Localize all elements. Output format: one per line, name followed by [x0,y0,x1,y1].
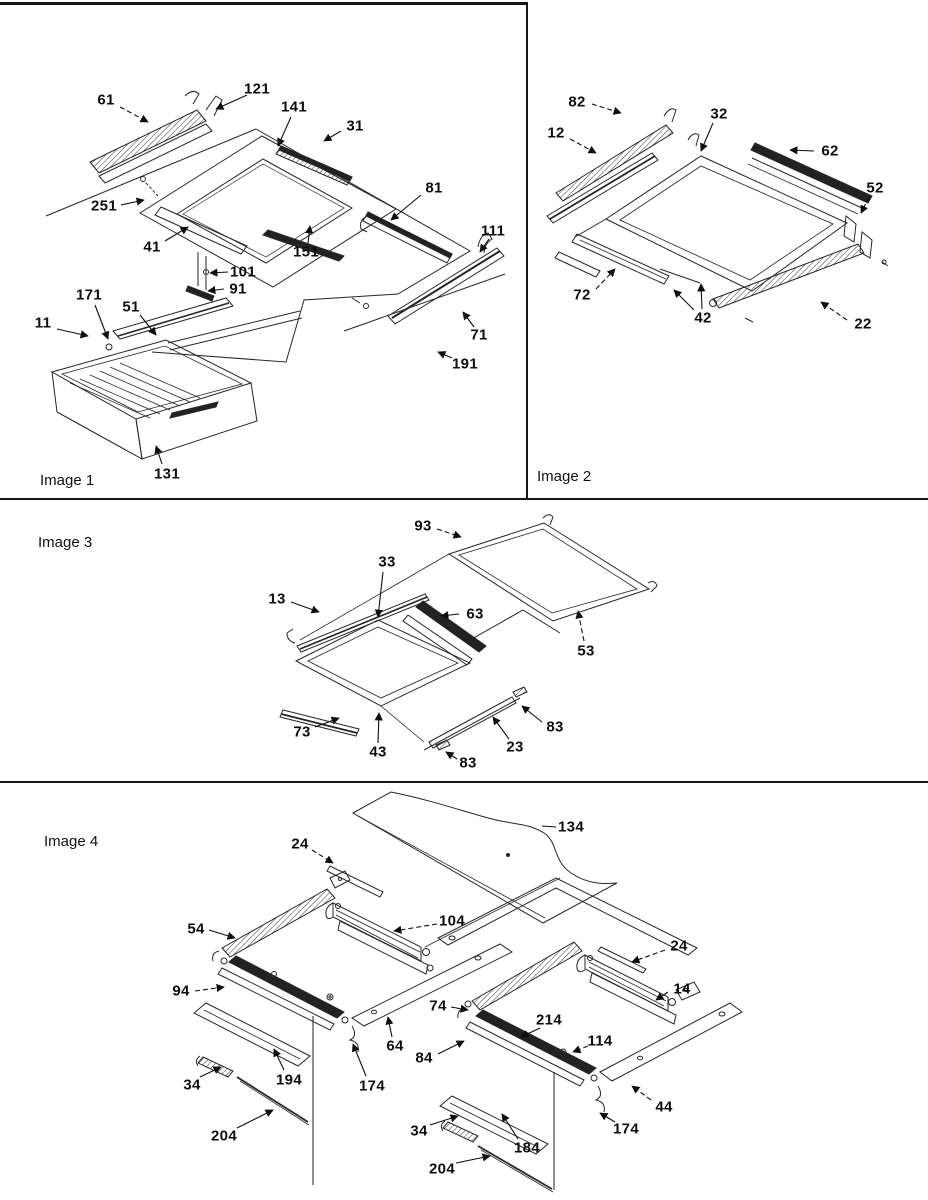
leader-line [674,290,694,310]
part-label-74: 74 [429,997,447,1015]
part-label-131: 131 [154,465,180,483]
part-label-11: 11 [34,314,52,332]
part-label-141: 141 [281,98,307,116]
leader-line [456,1156,490,1163]
part-label-41: 41 [143,238,161,256]
leader-line [209,930,235,938]
part-label-12: 12 [547,124,565,142]
leader-line [701,284,702,309]
vertical-divider [526,2,528,499]
part-label-184: 184 [514,1139,540,1157]
leader-line [391,195,421,220]
part-label-83: 83 [546,718,564,736]
leader-line [592,104,621,113]
leader-line [570,139,596,153]
leader-line [573,1046,588,1052]
part-label-52: 52 [866,179,884,197]
leader-line [441,614,459,616]
part-label-134: 134 [558,818,584,836]
leader-line [278,117,291,146]
diagram-panel-2 [547,109,888,322]
leader-line [95,305,108,339]
leader-line [790,150,814,151]
part-label-44: 44 [655,1098,673,1116]
part-label-121: 121 [244,80,270,98]
part-label-53: 53 [577,642,595,660]
part-label-214: 214 [536,1011,562,1029]
part-label-72: 72 [573,286,591,304]
part-label-151: 151 [293,243,319,261]
part-label-63: 63 [466,605,484,623]
part-label-62: 62 [821,142,839,160]
leader-line [274,1049,284,1070]
part-label-54: 54 [187,920,205,938]
part-label-14: 14 [673,980,691,998]
part-label-31: 31 [346,117,364,135]
part-label-191: 191 [452,355,478,373]
leader-line [156,446,162,464]
part-label-204: 204 [429,1160,455,1178]
leader-line [446,752,457,759]
panel-caption-image-2: Image 2 [537,468,592,485]
part-label-32: 32 [710,105,728,123]
part-label-204: 204 [211,1127,237,1145]
leader-line [388,1017,392,1037]
part-label-104: 104 [439,912,465,930]
part-label-82: 82 [568,93,586,111]
part-label-174: 174 [613,1120,639,1138]
panel-caption-image-1: Image 1 [40,472,95,489]
leader-line [57,329,88,336]
leader-line [291,602,319,612]
part-label-194: 194 [276,1071,302,1089]
leader-line [821,302,847,320]
part-label-34: 34 [183,1076,201,1094]
part-label-13: 13 [268,590,286,608]
horizontal-divider-2 [0,781,928,783]
part-label-73: 73 [293,723,311,741]
leader-line [237,1110,273,1128]
part-label-34: 34 [410,1122,428,1140]
panel-caption-image-4: Image 4 [44,833,99,850]
diagram-panel-4 [194,792,742,1192]
leader-line [121,200,144,205]
leader-line [493,717,509,739]
part-label-91: 91 [229,280,247,298]
part-label-111: 111 [480,222,506,240]
leader-line [378,713,379,743]
leader-line [195,987,224,991]
leader-line [394,924,437,931]
part-label-61: 61 [97,91,115,109]
part-label-114: 114 [587,1032,613,1050]
part-label-33: 33 [378,553,396,571]
leader-line [312,850,333,863]
part-label-43: 43 [369,743,387,761]
leader-line [632,950,665,962]
leader-line [438,352,452,358]
part-label-64: 64 [386,1037,404,1055]
part-label-51: 51 [122,298,140,316]
leader-line [208,289,224,291]
leader-line [210,272,228,273]
part-label-251: 251 [91,197,117,215]
leader-line [437,529,461,537]
leader-line [578,611,584,641]
part-label-22: 22 [854,315,872,333]
panel-caption-image-3: Image 3 [38,534,93,551]
leader-line [632,1086,651,1100]
part-label-101: 101 [230,263,256,281]
part-label-23: 23 [506,738,524,756]
leader-line [430,1116,458,1125]
diagram-panel-3 [280,515,657,750]
leader-line [701,123,713,151]
leader-line [324,131,341,141]
leader-line [463,312,474,327]
leader-line [438,1041,464,1054]
part-label-24: 24 [291,835,309,853]
part-label-171: 171 [76,286,102,304]
part-label-93: 93 [414,517,432,535]
part-label-94: 94 [172,982,190,1000]
part-label-83: 83 [459,754,477,772]
part-label-42: 42 [694,309,712,327]
part-label-174: 174 [359,1077,385,1095]
part-label-71: 71 [470,326,488,344]
leader-line [120,107,148,122]
leader-line [522,706,542,722]
part-label-81: 81 [425,179,443,197]
leader-line [502,1114,518,1139]
part-label-24: 24 [670,937,688,955]
horizontal-divider-1 [0,498,928,500]
top-border-rule [0,2,527,5]
leader-line [353,1044,366,1076]
part-label-84: 84 [415,1049,433,1067]
leader-line [542,826,556,827]
diagram-panel-1 [46,91,505,459]
